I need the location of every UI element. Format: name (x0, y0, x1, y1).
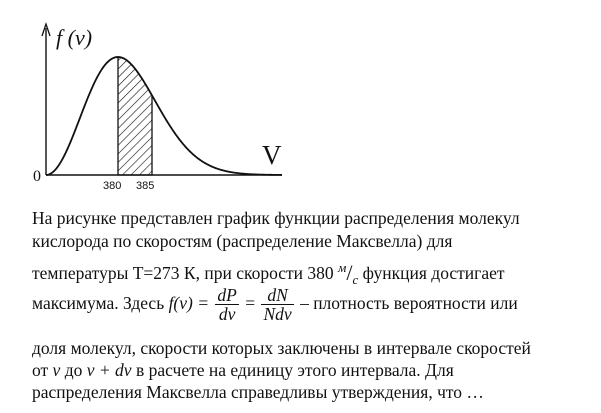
formula-equals: = (245, 292, 256, 313)
text-line-6-end: в расчете на единицу этого интервала. Для (131, 360, 454, 380)
text-line-3-end: функция достигает (358, 263, 505, 283)
text-line-6 (32, 360, 454, 382)
text-line-5: доля молекул, скорости которых заключены в интервале скоростей (32, 338, 531, 358)
y-axis-label: f (v) (56, 25, 93, 50)
speed-value: 380 (307, 263, 334, 283)
velocity-v: v (52, 360, 61, 380)
text-line-3-start: температуры Т=273 К, при скорости (32, 263, 308, 283)
speed-unit-slash: / (346, 260, 353, 285)
formula-f1-numerator: dP (217, 285, 237, 305)
x-axis-label: V (262, 140, 282, 170)
formula-fraction-2 (261, 286, 293, 324)
origin-label: 0 (33, 168, 41, 185)
formula-lhs: f(v) = (168, 292, 210, 313)
text-line-4 (32, 286, 518, 324)
text-line-1: На рисунке представлен график функции распределения молекул (32, 208, 520, 228)
formula-f2-numerator: dN (261, 286, 293, 305)
text-line-4-end: – плотность вероятности или (300, 292, 518, 313)
text-line-6-mid: до (60, 360, 87, 380)
text-line-6-start: от (32, 360, 53, 380)
velocity-v-plus-dv: v + dv (86, 360, 132, 380)
text-line-7: распределения Максвелла справедливы утверждения, что … (32, 382, 484, 402)
text-line-2: кислорода по скоростям (распределение Максвелла) для (32, 231, 453, 251)
shaded-interval-area (118, 57, 152, 175)
text-line-3 (32, 258, 505, 286)
formula-f2-denominator: Ndv (263, 304, 292, 325)
speed-unit-numerator: м (338, 260, 347, 275)
formula-f1-denominator: dv (218, 304, 236, 325)
maxwell-distribution-chart (0, 0, 601, 205)
speed-unit (338, 260, 359, 287)
tick-label-385: 385 (136, 180, 155, 192)
formula-fraction-1 (215, 286, 238, 324)
speed-unit-denominator: с (352, 272, 359, 287)
tick-label-380: 380 (103, 180, 122, 192)
distribution-curve (46, 57, 282, 175)
text-line-4-start: максимума. Здесь (32, 292, 169, 313)
